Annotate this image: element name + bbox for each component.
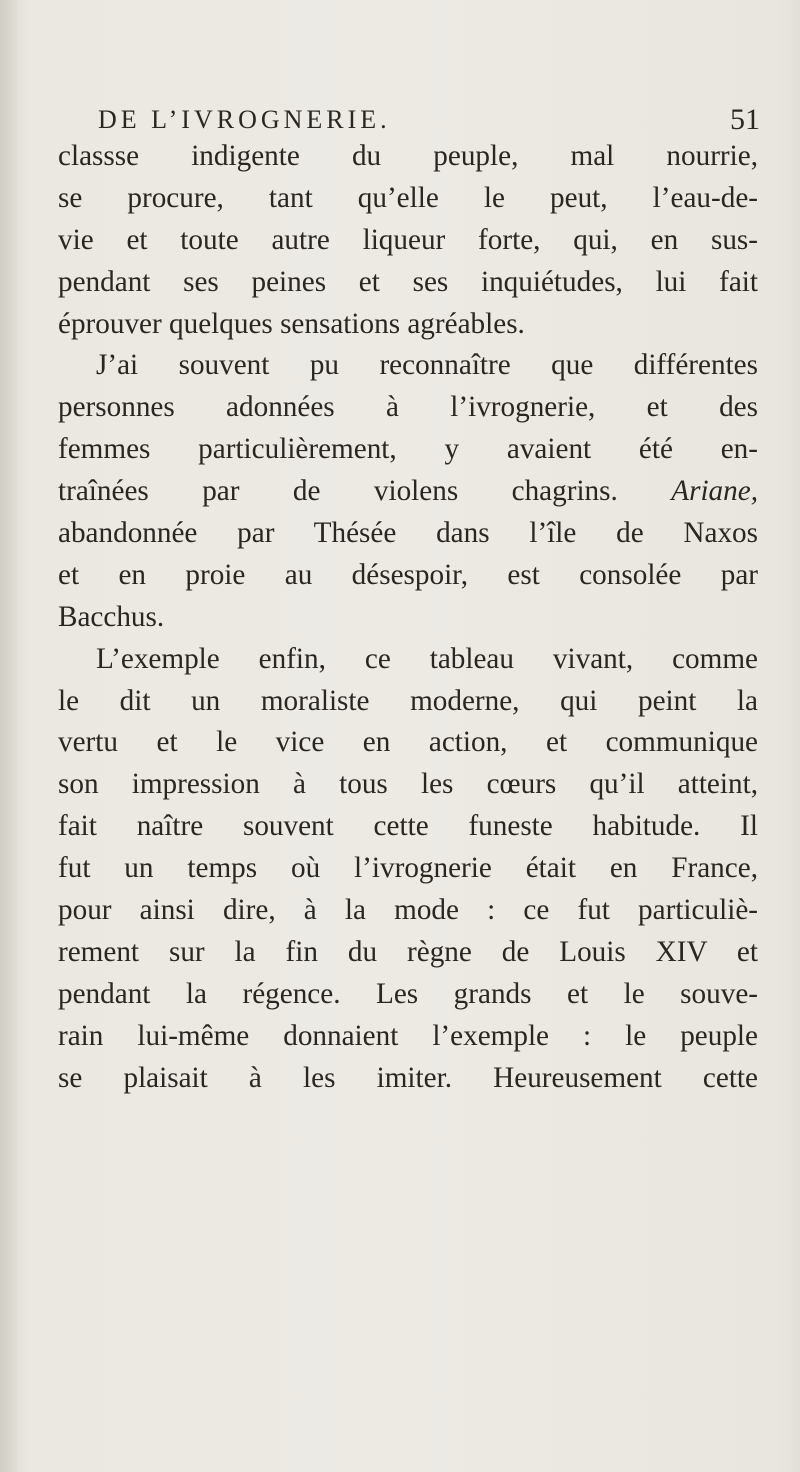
text-line: se plaisait à les imiter. Heureusement cette [58,1061,758,1094]
text-line: fait naître souvent cette funeste habitude. Il [58,810,758,843]
text-line-part: traînées par de violens chagrins. [58,475,618,508]
text-line-with-name [58,471,758,513]
paragraph-2 [58,345,758,638]
text-line: rement sur la fin du règne de Louis XIV et [58,935,758,968]
text-line: le dit un moraliste moderne, qui peint la [58,684,758,717]
italic-name-ariane: Ariane, [671,475,758,508]
text-line: et en proie au désespoir, est consolée par [58,558,758,591]
paragraph-1 [58,136,758,345]
text-line: vie et toute autre liqueur forte, qui, en sus- [58,223,758,256]
page-header [98,100,760,140]
text-line: vertu et le vice en action, et communique [58,726,758,759]
text-line: son impression à tous les cœurs qu’il atteint, [58,768,758,801]
text-line: rain lui-même donnaient l’exemple : le peuple [58,1019,758,1052]
running-title: DE L’IVROGNERIE. [98,105,391,134]
text-line: abandonnée par Thésée dans l’île de Naxos [58,517,758,550]
body-text [58,136,758,1099]
text-line: J’ai souvent pu reconnaître que différentes [96,349,758,382]
text-line: L’exemple enfin, ce tableau vivant, comme [96,642,758,675]
text-line: éprouver quelques sensations agréables. [58,307,525,340]
text-line: classse indigente du peuple, mal nourrie, [58,140,758,172]
text-line: fut un temps où l’ivrognerie était en France, [58,852,758,885]
text-line: pour ainsi dire, à la mode : ce fut particuliè- [58,894,758,927]
page-gutter-shadow [0,0,18,1472]
text-line: Bacchus. [58,600,165,633]
paragraph-3 [58,639,758,1100]
text-line: pendant ses peines et ses inquiétudes, lui fait [58,265,758,298]
text-line: personnes adonnées à l’ivrognerie, et des [58,391,758,424]
text-line: femmes particulièrement, y avaient été en- [58,433,758,466]
page-number: 51 [730,103,760,136]
text-line: se procure, tant qu’elle le peut, l’eau-de- [58,181,758,214]
text-line: pendant la régence. Les grands et le souve- [58,977,758,1010]
